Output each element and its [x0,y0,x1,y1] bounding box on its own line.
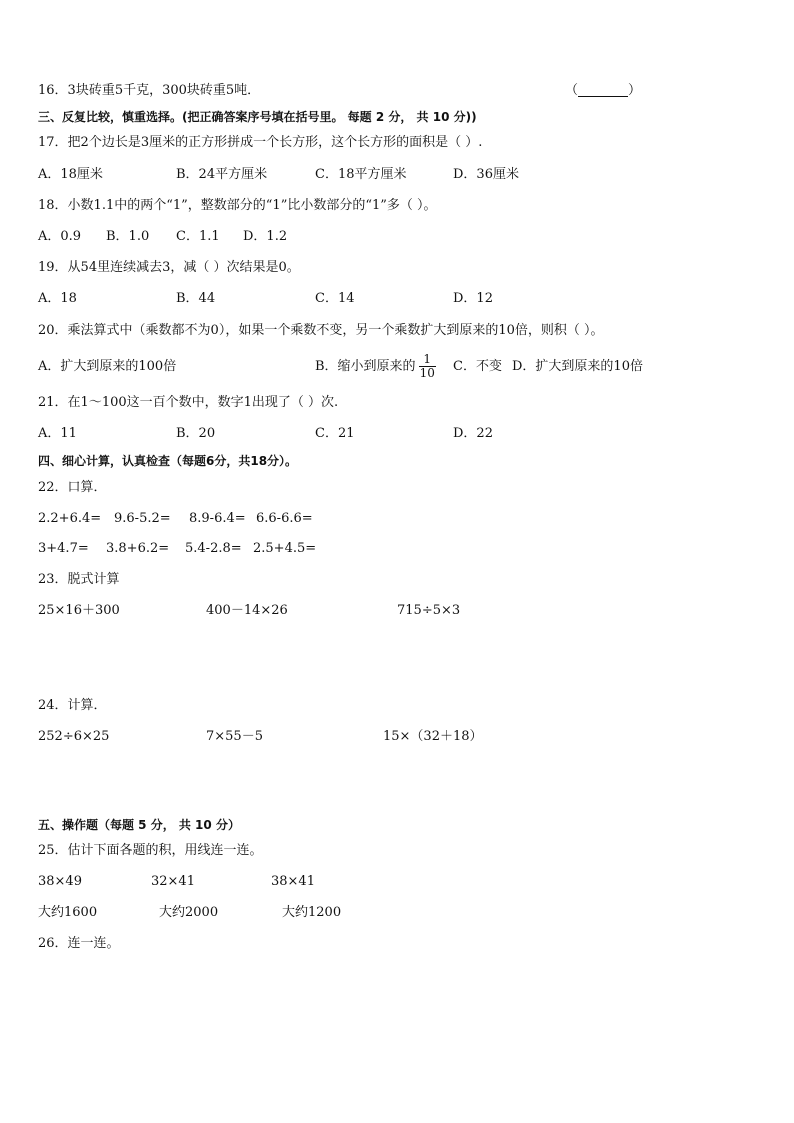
question-23: 23．脱式计算 [38,572,120,587]
q17-option-d[interactable]: D．36厘米 [453,167,519,182]
q22-problem: 2.2+6.4= [38,511,102,526]
q18-option-a[interactable]: A．0.9 [38,229,82,244]
q23-expression: 400－14×26 [206,603,288,618]
question-25: 25．估计下面各题的积，用线连一连。 [38,843,263,858]
section-3-title: 三、反复比较，慎重选择。(把正确答案序号填在括号里。 每题 2 分， 共 10 分)) [38,110,477,124]
q19-option-b[interactable]: B．44 [176,291,216,306]
question-20: 20．乘法算式中（乘数都不为0），如果一个乘数不变，另一个乘数扩大到原来的10倍，则积（ ）。 [38,323,604,338]
q17-option-a[interactable]: A．18厘米 [38,167,103,182]
q21-option-c[interactable]: C．21 [315,426,355,441]
q21-option-a[interactable]: A．11 [38,426,77,441]
q25-estimate[interactable]: 大约2000 [159,905,219,920]
q22-problem: 5.4-2.8= [185,541,242,556]
q19-option-d[interactable]: D．12 [453,291,493,306]
q17-option-b[interactable]: B．24平方厘米 [176,167,268,182]
question-24: 24．计算． [38,698,107,713]
answer-underline [578,84,628,97]
q20-option-c[interactable]: C．不变 [453,359,502,374]
q22-problem: 9.6-5.2= [114,511,171,526]
q23-expression: 25×16＋300 [38,603,120,618]
fraction-denominator: 10 [419,366,435,380]
q24-expression: 7×55－5 [206,729,263,744]
q25-product[interactable]: 38×49 [38,874,82,889]
question-19: 19．从54里连续减去3，减（ ）次结果是0。 [38,260,300,275]
q18-option-d[interactable]: D．1.2 [243,229,288,244]
question-18: 18．小数1.1中的两个“1”，整数部分的“1”比小数部分的“1”多（ ）。 [38,198,437,213]
question-21: 21．在1～100这一百个数中，数字1出现了（ ）次. [38,395,339,410]
paren-open: （ [565,83,579,98]
q20-option-b[interactable] [315,348,439,386]
q18-option-b[interactable]: B．1.0 [106,229,150,244]
section-4-title: 四、细心计算，认真检查（每题6分，共18分）。 [38,454,298,468]
q19-option-c[interactable]: C．14 [315,291,355,306]
q25-product[interactable]: 32×41 [151,874,195,889]
q22-problem: 2.5+4.5= [253,541,317,556]
question-17: 17．把2个边长是3厘米的正方形拼成一个长方形，这个长方形的面积是（ ）. [38,135,483,150]
q21-option-d[interactable]: D．22 [453,426,493,441]
section-5-title: 五、操作题（每题 5 分， 共 10 分） [38,818,240,832]
q22-problem: 8.9-6.4= [189,511,246,526]
q25-product[interactable]: 38×41 [271,874,315,889]
q22-problem: 3.8+6.2= [106,541,170,556]
fraction-numerator: 1 [419,353,436,367]
q20-option-d[interactable]: D．扩大到原来的10倍 [512,359,643,374]
q20-option-b-text: B．缩小到原来的 [315,359,416,374]
q23-expression: 715÷5×3 [397,603,461,618]
q24-expression: 252÷6×25 [38,729,110,744]
q17-option-c[interactable]: C．18平方厘米 [315,167,407,182]
q25-estimate[interactable]: 大约1200 [282,905,342,920]
q25-estimate[interactable]: 大约1600 [38,905,98,920]
question-22: 22．口算． [38,480,107,495]
answer-blank-16[interactable] [565,82,641,100]
paren-close: ） [628,83,642,98]
q18-option-c[interactable]: C．1.1 [176,229,220,244]
q20-option-a[interactable]: A．扩大到原来的100倍 [38,359,177,374]
q24-expression: 15×（32＋18） [383,729,483,744]
q22-problem: 6.6-6.6= [256,511,313,526]
question-26: 26．连一连。 [38,936,120,951]
fraction [419,353,436,380]
question-16: 16．3块砖重5千克，300块砖重5吨． [38,83,261,98]
q22-problem: 3+4.7= [38,541,89,556]
q19-option-a[interactable]: A．18 [38,291,77,306]
q21-option-b[interactable]: B．20 [176,426,216,441]
